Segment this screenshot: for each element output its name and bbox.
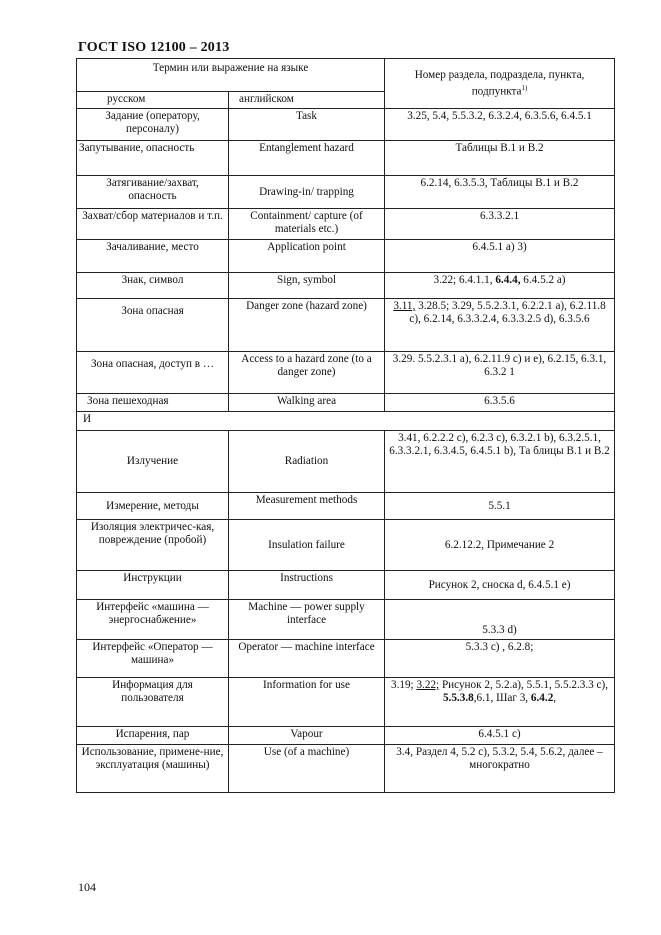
term-ref: 3.29. 5.5.2.3.1 а), 6.2.11.9 с) и е), 6.2.15, 6.3.1, 6.3.2 1 [385,352,615,394]
term-ru: Захват/сбор материалов и т.п. [77,209,229,240]
term-en: Insulation failure [229,520,385,571]
term-ru: Измерение, методы [77,493,229,520]
term-ru: Интерфейс «машина — энергоснабжение» [77,600,229,640]
table-row [77,727,615,745]
term-en: Information for use [229,678,385,727]
term-ref: 6.4.5.1 а) 3) [385,240,615,273]
term-ru: Использование, примене-ние, эксплуатация (машины) [77,745,229,793]
term-en: Application point [229,240,385,273]
term-ref: 3.11, 3.28.5; 3.29, 5.5.2.3.1, 6.2.2.1 а), 6.2.11.8 с), 6.2.14, 6.3.3.2.4, 6.3.3.2.5 d), 6.3.5.6 [385,299,615,352]
alphabet-letter-row [77,412,615,431]
term-ref: 6.2.14, 6.3.5.3, Таблицы В.1 и В.2 [385,176,615,209]
term-ref: Рисунок 2, сноска d, 6.4.5.1 е) [385,571,615,600]
page-number: 104 [78,880,96,894]
table-row [77,394,615,412]
term-en: Sign, symbol [229,273,385,299]
term-en: Radiation [229,431,385,493]
table-row [77,678,615,727]
term-ru: Зона пешеходная [77,394,229,412]
table-row [77,299,615,352]
term-ref: 5.5.1 [385,493,615,520]
header-russian: русском [77,92,229,109]
footnote-marker: 1) [521,83,528,92]
term-ru: Испарения, пар [77,727,229,745]
term-ref: 3.19; 3.22; Рисунок 2, 5.2.а), 5.5.1, 5.5.2.3.3 с), 5.5.3.8,6.1, Шаг 3, 6.4.2, [385,678,615,727]
term-ru: Излучение [77,431,229,493]
term-en: Vapour [229,727,385,745]
table-header-row [77,59,615,92]
term-ref: Таблицы В.1 и В.2 [385,141,615,176]
term-ru: Знак, символ [77,273,229,299]
term-ru: Зачаливание, место [77,240,229,273]
table-row [77,431,615,493]
term-en: Access to a hazard zone (to a danger zone) [229,352,385,394]
header-term-language: Термин или выражение на языке [77,59,385,92]
term-ref: 3.4, Раздел 4, 5.2 с), 5.3.2, 5.4, 5.6.2, далее – многократно [385,745,615,793]
table-row [77,273,615,299]
term-ru: Изоляция электричес-кая, повреждение (пробой) [77,520,229,571]
table-row [77,640,615,678]
term-ref: 5.3.3 d) [385,600,615,640]
term-ref: 6.4.5.1 с) [385,727,615,745]
table-row [77,176,615,209]
header-section-number: Номер раздела, подраздела, пункта, подпункта$^{1)}$ [385,59,615,109]
term-ru: Зона опасная [77,299,229,352]
terms-table [76,58,615,793]
term-ref: 3.41, 6.2.2.2 с), 6.2.3 с), 6.3.2.1 b), 6.3.2.5.1, 6.3.3.2.1, 6.3.4.5, 6.4.5.1 b), Та блицы В.1 и В.2 [385,431,615,493]
term-en: Instructions [229,571,385,600]
term-en: Machine — power supply interface [229,600,385,640]
term-en: Operator — machine interface [229,640,385,678]
term-en: Entanglement hazard [229,141,385,176]
term-en: Use (of a machine) [229,745,385,793]
table-row [77,141,615,176]
term-ru: Информация для пользователя [77,678,229,727]
term-ru: Зона опасная, доступ в … [77,352,229,394]
table-row [77,745,615,793]
term-ru: Инструкции [77,571,229,600]
letter-heading: И [77,412,615,431]
term-en: Task [229,109,385,141]
table-row [77,352,615,394]
table-row [77,109,615,141]
term-en: Drawing-in/ trapping [229,176,385,209]
table-row [77,520,615,571]
table-row [77,493,615,520]
term-ru: Затягивание/захват, опасность [77,176,229,209]
term-en: Measurement methods [229,493,385,520]
term-ref: 3.25, 5.4, 5.5.3.2, 6.3.2.4, 6.3.5.6, 6.4.5.1 [385,109,615,141]
table-row [77,600,615,640]
term-en: Walking area [229,394,385,412]
term-ref: 5.3.3 с) , 6.2.8; [385,640,615,678]
table-row [77,240,615,273]
table-row [77,209,615,240]
term-ref: 6.3.5.6 [385,394,615,412]
term-en: Containment/ capture (of materials etc.) [229,209,385,240]
term-ru: Запутывание, опасность [77,141,229,176]
term-ru: Задание (оператору, персоналу) [77,109,229,141]
term-en: Danger zone (hazard zone) [229,299,385,352]
term-ref: 6.2.12.2, Примечание 2 [385,520,615,571]
term-ref: 6.3.3.2.1 [385,209,615,240]
term-ru: Интерфейс «Оператор — машина» [77,640,229,678]
document-header: ГОСТ ISO 12100 – 2013 [78,40,230,55]
table-row [77,571,615,600]
header-english: английском [229,92,385,109]
term-ref: 3.22; 6.4.1.1, 6.4.4, 6.4.5.2 а) [385,273,615,299]
